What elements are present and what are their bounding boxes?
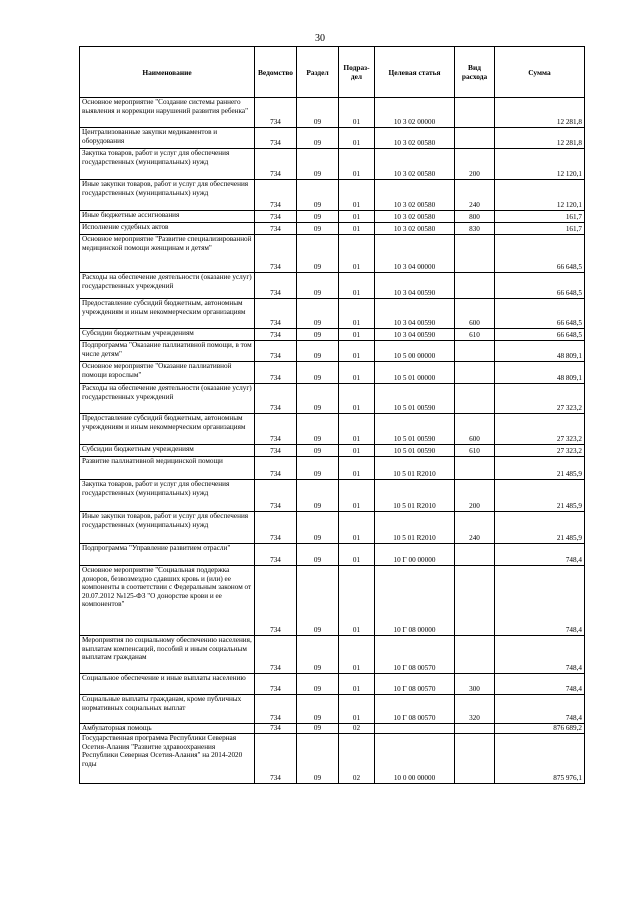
cell-name: Социальные выплаты гражданам, кроме публичных нормативных социальных выплат <box>80 695 255 724</box>
cell-name: Закупка товаров, работ и услуг для обеспечения государственных (муниципальных) нужд <box>80 149 255 180</box>
cell-expense-kind: 610 <box>455 329 495 341</box>
cell-amount: 21 485,9 <box>495 512 585 544</box>
table-header <box>80 47 585 98</box>
cell-expense-kind: 200 <box>455 480 495 512</box>
cell-amount: 12 281,8 <box>495 98 585 128</box>
cell-amount: 27 323,2 <box>495 414 585 445</box>
cell-section: 09 <box>297 384 339 414</box>
cell-subsection: 01 <box>339 566 375 636</box>
header-section: Раздел <box>297 47 339 98</box>
cell-section: 09 <box>297 512 339 544</box>
cell-section: 09 <box>297 480 339 512</box>
cell-department: 734 <box>255 384 297 414</box>
cell-amount: 748,4 <box>495 544 585 566</box>
cell-subsection: 02 <box>339 734 375 784</box>
cell-section: 09 <box>297 362 339 384</box>
cell-expense-kind <box>455 235 495 273</box>
cell-subsection: 01 <box>339 512 375 544</box>
cell-department: 734 <box>255 724 297 734</box>
table-row <box>80 273 585 299</box>
cell-name: Расходы на обеспечение деятельности (оказание услуг) государственных учреждений <box>80 384 255 414</box>
cell-name: Амбулаторная помощь <box>80 724 255 734</box>
cell-name: Основное мероприятие "Оказание паллиативной помощи взрослым" <box>80 362 255 384</box>
cell-subsection: 01 <box>339 636 375 674</box>
cell-department: 734 <box>255 223 297 235</box>
cell-section: 09 <box>297 98 339 128</box>
table-row <box>80 445 585 457</box>
cell-subsection: 01 <box>339 98 375 128</box>
cell-target-article: 10 5 00 00000 <box>375 341 455 362</box>
table-row <box>80 457 585 480</box>
cell-section: 09 <box>297 223 339 235</box>
cell-department: 734 <box>255 211 297 223</box>
cell-amount: 12 120,1 <box>495 149 585 180</box>
cell-subsection: 01 <box>339 414 375 445</box>
cell-department: 734 <box>255 329 297 341</box>
cell-expense-kind: 600 <box>455 414 495 445</box>
cell-section: 09 <box>297 734 339 784</box>
cell-department: 734 <box>255 734 297 784</box>
table-row <box>80 362 585 384</box>
cell-expense-kind <box>455 734 495 784</box>
cell-department: 734 <box>255 512 297 544</box>
cell-expense-kind <box>455 457 495 480</box>
cell-expense-kind <box>455 98 495 128</box>
cell-target-article: 10 3 04 00000 <box>375 235 455 273</box>
cell-subsection: 01 <box>339 329 375 341</box>
cell-amount: 66 648,5 <box>495 299 585 329</box>
cell-name: Закупка товаров, работ и услуг для обеспечения государственных (муниципальных) нужд <box>80 480 255 512</box>
cell-target-article: 10 5 01 00590 <box>375 414 455 445</box>
table-row <box>80 695 585 724</box>
cell-name: Мероприятия по социальному обеспечению населения, выплатам компенсаций, пособий и иным социальным выплатам гражданам <box>80 636 255 674</box>
cell-amount: 27 323,2 <box>495 384 585 414</box>
cell-target-article: 10 Г 08 00570 <box>375 636 455 674</box>
cell-subsection: 01 <box>339 299 375 329</box>
table-row <box>80 636 585 674</box>
header-department: Ведомство <box>255 47 297 98</box>
cell-amount: 66 648,5 <box>495 235 585 273</box>
cell-section: 09 <box>297 544 339 566</box>
header-expense-kind: Вид расхода <box>455 47 495 98</box>
cell-target-article: 10 Г 08 00570 <box>375 695 455 724</box>
cell-name: Государственная программа Республики Северная Осетия-Алания "Развитие здравоохранения Республики Северная Осетия-Алания" на 2014-2020 годы <box>80 734 255 784</box>
cell-amount: 66 648,5 <box>495 273 585 299</box>
cell-name: Иные закупки товаров, работ и услуг для обеспечения государственных (муниципальных) нужд <box>80 512 255 544</box>
cell-section: 09 <box>297 566 339 636</box>
cell-target-article: 10 Г 08 00570 <box>375 674 455 695</box>
cell-section: 09 <box>297 414 339 445</box>
cell-section: 09 <box>297 299 339 329</box>
cell-department: 734 <box>255 180 297 211</box>
cell-department: 734 <box>255 695 297 724</box>
cell-section: 09 <box>297 445 339 457</box>
table-row <box>80 211 585 223</box>
cell-expense-kind <box>455 724 495 734</box>
cell-department: 734 <box>255 480 297 512</box>
cell-target-article: 10 0 00 00000 <box>375 734 455 784</box>
table-header-row <box>80 47 585 98</box>
cell-subsection: 01 <box>339 235 375 273</box>
cell-section: 09 <box>297 180 339 211</box>
cell-department: 734 <box>255 445 297 457</box>
cell-target-article: 10 3 04 00590 <box>375 329 455 341</box>
table-row <box>80 235 585 273</box>
cell-amount: 875 976,1 <box>495 734 585 784</box>
header-name: Наименование <box>80 47 255 98</box>
cell-target-article: 10 5 01 00590 <box>375 445 455 457</box>
cell-subsection: 01 <box>339 180 375 211</box>
cell-subsection: 01 <box>339 149 375 180</box>
cell-name: Иные закупки товаров, работ и услуг для обеспечения государственных (муниципальных) нужд <box>80 180 255 211</box>
cell-name: Централизованные закупки медикаментов и оборудования <box>80 128 255 149</box>
cell-target-article: 10 3 02 00580 <box>375 149 455 180</box>
cell-target-article: 10 Г 00 00000 <box>375 544 455 566</box>
cell-amount: 12 120,1 <box>495 180 585 211</box>
cell-name: Развитие паллиативной медицинской помощи <box>80 457 255 480</box>
table-row <box>80 329 585 341</box>
cell-expense-kind: 300 <box>455 674 495 695</box>
table-row <box>80 734 585 784</box>
cell-expense-kind <box>455 384 495 414</box>
cell-name: Подпрограмма "Управление развитием отрасли" <box>80 544 255 566</box>
cell-name: Субсидии бюджетным учреждениям <box>80 445 255 457</box>
table-row <box>80 724 585 734</box>
cell-expense-kind: 320 <box>455 695 495 724</box>
cell-target-article: 10 3 04 00590 <box>375 299 455 329</box>
header-target-article: Целевая статья <box>375 47 455 98</box>
cell-subsection: 02 <box>339 724 375 734</box>
cell-name: Иные бюджетные ассигнования <box>80 211 255 223</box>
table-row <box>80 223 585 235</box>
cell-expense-kind: 830 <box>455 223 495 235</box>
cell-department: 734 <box>255 544 297 566</box>
cell-subsection: 01 <box>339 362 375 384</box>
cell-section: 09 <box>297 329 339 341</box>
cell-subsection: 01 <box>339 384 375 414</box>
cell-department: 734 <box>255 149 297 180</box>
cell-expense-kind: 610 <box>455 445 495 457</box>
cell-section: 09 <box>297 149 339 180</box>
table-row <box>80 566 585 636</box>
table-row <box>80 180 585 211</box>
cell-amount: 27 323,2 <box>495 445 585 457</box>
cell-subsection: 01 <box>339 445 375 457</box>
cell-name: Расходы на обеспечение деятельности (оказание услуг) государственных учреждений <box>80 273 255 299</box>
cell-amount: 748,4 <box>495 674 585 695</box>
table-row <box>80 128 585 149</box>
cell-expense-kind <box>455 362 495 384</box>
table-row <box>80 414 585 445</box>
cell-name: Социальное обеспечение и иные выплаты населению <box>80 674 255 695</box>
cell-expense-kind <box>455 566 495 636</box>
page-number: 30 <box>315 33 325 44</box>
cell-section: 09 <box>297 674 339 695</box>
cell-department: 734 <box>255 362 297 384</box>
cell-section: 09 <box>297 724 339 734</box>
cell-department: 734 <box>255 566 297 636</box>
cell-department: 734 <box>255 341 297 362</box>
cell-target-article: 10 5 01 R2010 <box>375 512 455 544</box>
cell-section: 09 <box>297 636 339 674</box>
cell-amount: 161,7 <box>495 223 585 235</box>
cell-name: Подпрограмма "Оказание паллиативной помощи, в том числе детям" <box>80 341 255 362</box>
cell-department: 734 <box>255 235 297 273</box>
cell-expense-kind <box>455 128 495 149</box>
table-row <box>80 674 585 695</box>
cell-target-article <box>375 724 455 734</box>
cell-subsection: 01 <box>339 273 375 299</box>
cell-subsection: 01 <box>339 341 375 362</box>
cell-amount: 748,4 <box>495 636 585 674</box>
table-row <box>80 544 585 566</box>
cell-amount: 48 809,1 <box>495 341 585 362</box>
cell-expense-kind: 200 <box>455 149 495 180</box>
cell-expense-kind <box>455 273 495 299</box>
cell-department: 734 <box>255 457 297 480</box>
cell-target-article: 10 3 04 00590 <box>375 273 455 299</box>
cell-target-article: 10 5 01 R2010 <box>375 480 455 512</box>
cell-amount: 748,4 <box>495 566 585 636</box>
cell-name: Основное мероприятие "Социальная поддержка доноров, безвозмездно сдавших кровь и (или) ее компоненты в соответствии с Федеральным законом от 20.07.2012 №125-ФЗ "О донорстве крови и ее компонентов" <box>80 566 255 636</box>
cell-amount: 12 281,8 <box>495 128 585 149</box>
cell-department: 734 <box>255 128 297 149</box>
cell-target-article: 10 Г 08 00000 <box>375 566 455 636</box>
cell-target-article: 10 3 02 00580 <box>375 128 455 149</box>
cell-amount: 748,4 <box>495 695 585 724</box>
cell-expense-kind <box>455 636 495 674</box>
cell-section: 09 <box>297 341 339 362</box>
cell-target-article: 10 5 01 00000 <box>375 362 455 384</box>
cell-target-article: 10 3 02 00580 <box>375 180 455 211</box>
cell-subsection: 01 <box>339 211 375 223</box>
table-row <box>80 384 585 414</box>
cell-amount: 21 485,9 <box>495 480 585 512</box>
cell-expense-kind <box>455 544 495 566</box>
table-row <box>80 299 585 329</box>
cell-department: 734 <box>255 674 297 695</box>
cell-section: 09 <box>297 695 339 724</box>
table-row <box>80 512 585 544</box>
table-row <box>80 149 585 180</box>
cell-target-article: 10 5 01 R2010 <box>375 457 455 480</box>
cell-section: 09 <box>297 235 339 273</box>
budget-table <box>79 46 585 784</box>
table-body <box>80 98 585 784</box>
cell-subsection: 01 <box>339 128 375 149</box>
cell-name: Исполнение судебных актов <box>80 223 255 235</box>
cell-subsection: 01 <box>339 544 375 566</box>
cell-name: Предоставление субсидий бюджетным, автономным учреждениям и иным некоммерческим организациям <box>80 299 255 329</box>
cell-section: 09 <box>297 128 339 149</box>
cell-expense-kind: 240 <box>455 180 495 211</box>
cell-amount: 161,7 <box>495 211 585 223</box>
table-row <box>80 98 585 128</box>
cell-expense-kind: 600 <box>455 299 495 329</box>
cell-subsection: 01 <box>339 457 375 480</box>
cell-name: Субсидии бюджетным учреждениям <box>80 329 255 341</box>
header-subsection: Подраз-дел <box>339 47 375 98</box>
cell-name: Основное мероприятие "Развитие специализированной медицинской помощи женщинам и детям" <box>80 235 255 273</box>
cell-subsection: 01 <box>339 674 375 695</box>
cell-department: 734 <box>255 98 297 128</box>
cell-target-article: 10 3 02 00000 <box>375 98 455 128</box>
cell-amount: 48 809,1 <box>495 362 585 384</box>
cell-target-article: 10 3 02 00580 <box>375 223 455 235</box>
header-amount: Сумма <box>495 47 585 98</box>
cell-target-article: 10 3 02 00580 <box>375 211 455 223</box>
cell-amount: 876 689,2 <box>495 724 585 734</box>
cell-amount: 66 648,5 <box>495 329 585 341</box>
cell-section: 09 <box>297 273 339 299</box>
cell-expense-kind: 240 <box>455 512 495 544</box>
cell-expense-kind: 800 <box>455 211 495 223</box>
cell-department: 734 <box>255 636 297 674</box>
cell-target-article: 10 5 01 00590 <box>375 384 455 414</box>
cell-subsection: 01 <box>339 223 375 235</box>
table-row <box>80 480 585 512</box>
cell-department: 734 <box>255 299 297 329</box>
cell-amount: 21 485,9 <box>495 457 585 480</box>
cell-section: 09 <box>297 211 339 223</box>
cell-name: Предоставление субсидий бюджетным, автономным учреждениям и иным некоммерческим организациям <box>80 414 255 445</box>
cell-department: 734 <box>255 414 297 445</box>
cell-name: Основное мероприятие "Создание системы раннего выявления и коррекции нарушений развития ребенка" <box>80 98 255 128</box>
cell-section: 09 <box>297 457 339 480</box>
cell-department: 734 <box>255 273 297 299</box>
cell-expense-kind <box>455 341 495 362</box>
cell-subsection: 01 <box>339 480 375 512</box>
table-row <box>80 341 585 362</box>
cell-subsection: 01 <box>339 695 375 724</box>
